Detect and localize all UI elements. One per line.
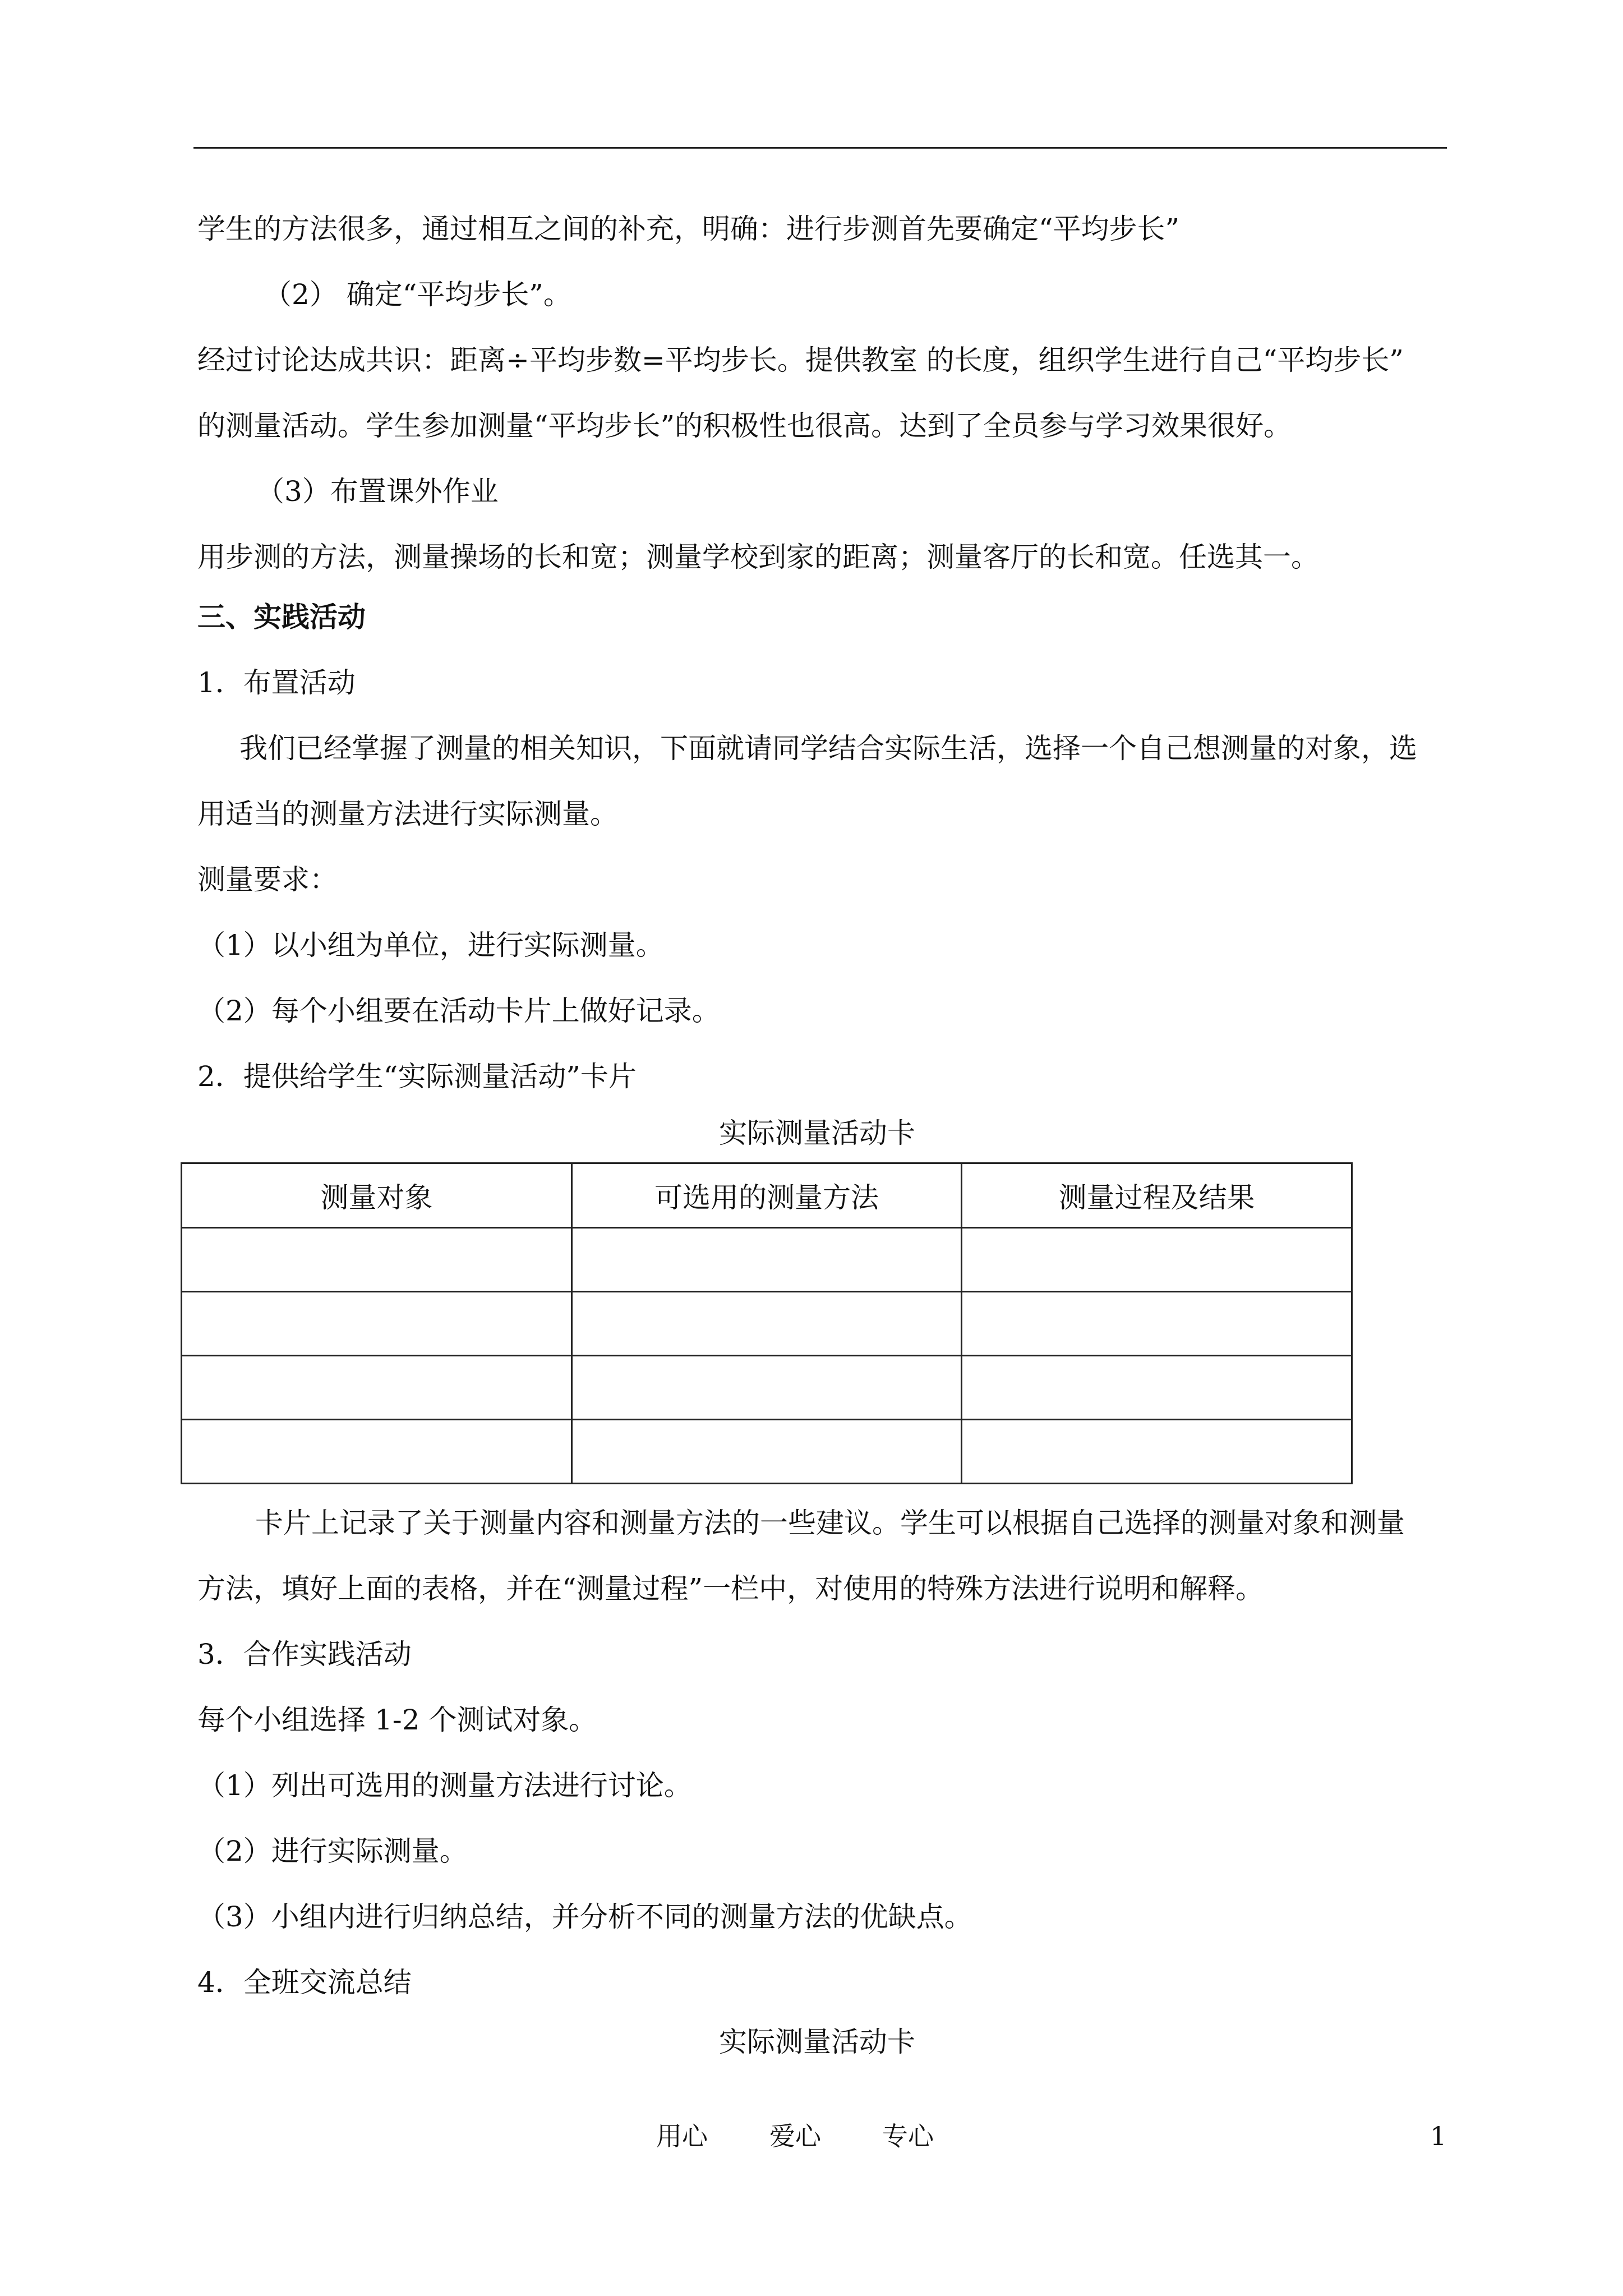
- list-item: （2）进行实际测量。: [197, 1835, 468, 1867]
- paragraph: 我们已经掌握了测量的相关知识，下面就请同学结合实际生活，选择一个自己想测量的对象，选: [239, 732, 1417, 765]
- table-cell: [571, 1356, 962, 1420]
- paragraph: 学生的方法很多，通过相互之间的补充，明确：进行步测首先要确定“平均步长”: [197, 213, 1180, 245]
- table-row: [182, 1420, 1352, 1484]
- table-cell: [182, 1420, 572, 1484]
- table-header-row: [182, 1163, 1352, 1228]
- section-heading: 三、实践活动: [197, 600, 366, 633]
- table-cell: [182, 1228, 572, 1292]
- paragraph: 每个小组选择 1-2 个测试对象。: [197, 1704, 597, 1736]
- table-row: [182, 1228, 1352, 1292]
- paragraph: 的测量活动。学生参加测量“平均步长”的积极性也很高。达到了全员参与学习效果很好。: [197, 409, 1292, 442]
- table-cell: [571, 1420, 962, 1484]
- list-item: （2）每个小组要在活动卡片上做好记录。: [197, 995, 720, 1027]
- subsection-heading: 3．合作实践活动: [197, 1638, 412, 1671]
- table-caption: 实际测量活动卡: [719, 2026, 915, 2058]
- list-item: （3）布置课外作业: [256, 475, 499, 508]
- subsection-heading: 1．布置活动: [197, 666, 356, 699]
- table-row: [182, 1292, 1352, 1356]
- activity-card-table: [181, 1162, 1353, 1484]
- column-header: 测量过程及结果: [962, 1163, 1352, 1228]
- table-cell: [182, 1356, 572, 1420]
- footer-word: 专心: [882, 2121, 934, 2151]
- paragraph: 用适当的测量方法进行实际测量。: [197, 798, 618, 830]
- table-cell: [962, 1420, 1352, 1484]
- table-cell: [571, 1292, 962, 1356]
- paragraph: 用步测的方法，测量操场的长和宽；测量学校到家的距离；测量客厅的长和宽。任选其一。: [197, 541, 1319, 573]
- paragraph: 方法，填好上面的表格，并在“测量过程”一栏中，对使用的特殊方法进行说明和解释。: [197, 1572, 1264, 1605]
- paragraph: 卡片上记录了关于测量内容和测量方法的一些建议。学生可以根据自己选择的测量对象和测量: [255, 1507, 1405, 1539]
- page-number: 1: [1430, 2121, 1447, 2151]
- table-row: [182, 1356, 1352, 1420]
- list-item: （1）以小组为单位，进行实际测量。: [197, 929, 664, 961]
- subsection-heading: 2．提供给学生“实际测量活动”卡片: [197, 1060, 637, 1093]
- table-caption: 实际测量活动卡: [719, 1117, 915, 1149]
- column-header: 测量对象: [182, 1163, 572, 1228]
- footer-word: 用心: [656, 2121, 708, 2151]
- table-cell: [571, 1228, 962, 1292]
- table-cell: [182, 1292, 572, 1356]
- paragraph: 经过讨论达成共识：距离÷平均步数=平均步长。提供教室 的长度，组织学生进行自己“平均步长”: [197, 344, 1404, 376]
- table-cell: [962, 1292, 1352, 1356]
- list-item: （3）小组内进行归纳总结，并分析不同的测量方法的优缺点。: [197, 1901, 972, 1933]
- table-cell: [962, 1228, 1352, 1292]
- subsection-heading: 4．全班交流总结: [197, 1966, 412, 1999]
- header-rule: [193, 147, 1447, 149]
- paragraph: 测量要求：: [197, 863, 338, 896]
- list-item: （2） 确定“平均步长”。: [264, 278, 571, 311]
- list-item: （1）列出可选用的测量方法进行讨论。: [197, 1769, 692, 1802]
- table-cell: [962, 1356, 1352, 1420]
- footer-word: 爱心: [769, 2121, 821, 2151]
- column-header: 可选用的测量方法: [571, 1163, 962, 1228]
